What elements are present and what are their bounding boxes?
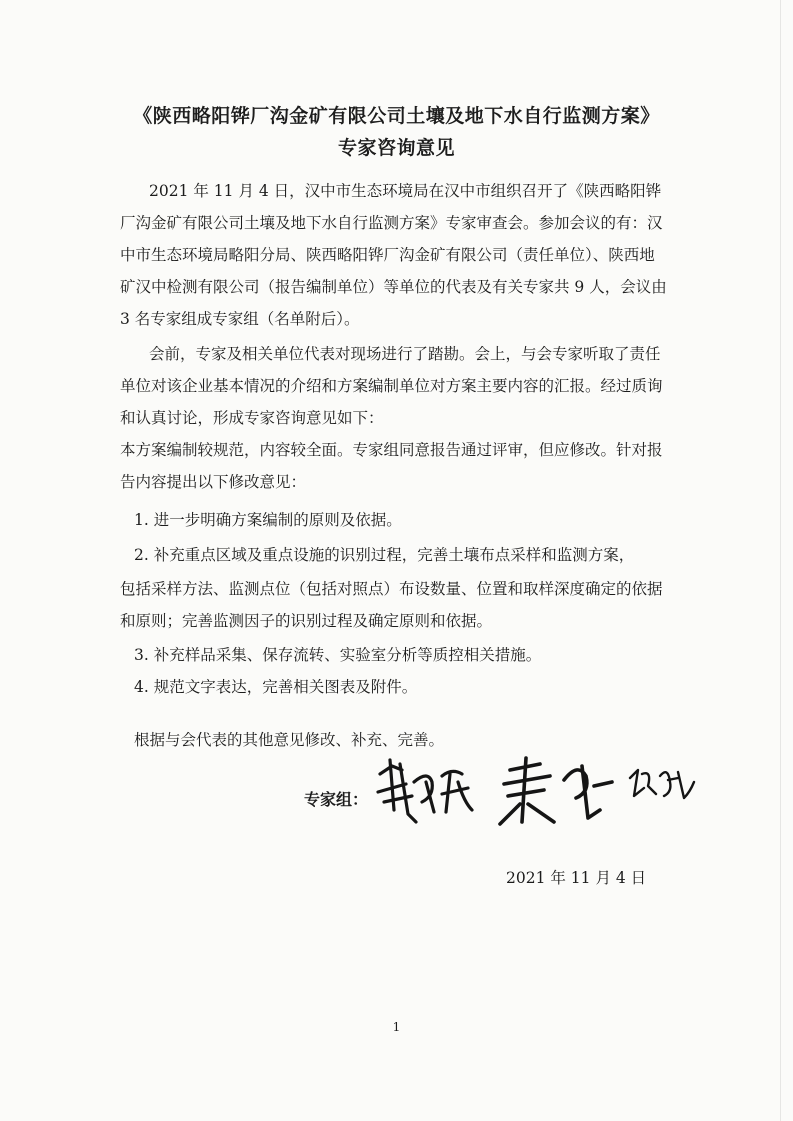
document-title: 《陕西略阳铧厂沟金矿有限公司土壤及地下水自行监测方案》 — [133, 105, 660, 127]
signature-3 — [630, 770, 694, 798]
body-line: 单位对该企业基本情况的介绍和方案编制单位对方案主要内容的汇报。经过质询 — [120, 377, 663, 395]
document-date: 2021 年 11 月 4 日 — [506, 869, 647, 887]
list-item: 1. 进一步明确方案编制的原则及依据。 — [134, 511, 402, 529]
body-line: 会前，专家及相关单位代表对现场进行了踏勘。会上，与会专家听取了责任 — [149, 345, 661, 363]
body-line: 告内容提出以下修改意见： — [120, 473, 307, 491]
body-line: 中市生态环境局略阳分局、陕西略阳铧厂沟金矿有限公司（责任单位）、陕西地 — [120, 246, 655, 264]
page-number: 1 — [392, 1020, 401, 1034]
document-subtitle: 专家咨询意见 — [337, 137, 455, 159]
body-line: 和认真讨论，形成专家咨询意见如下： — [120, 409, 384, 427]
list-item: 2. 补充重点区域及重点设施的识别过程，完善土壤布点采样和监测方案， — [134, 546, 635, 564]
body-line: 矿汉中检测有限公司（报告编制单位）等单位的代表及有关专家共 9 人，会议由 — [120, 278, 667, 296]
closing-remark: 根据与会代表的其他意见修改、补充、完善。 — [134, 731, 445, 749]
signature-2 — [500, 758, 612, 824]
list-item: 3. 补充样品采集、保存流转、实验室分析等质控相关措施。 — [134, 646, 542, 664]
list-item-continuation: 和原则；完善监测因子的识别过程及确定原则和依据。 — [120, 612, 493, 630]
body-line: 本方案编制较规范，内容较全面。专家组同意报告通过评审，但应修改。针对报 — [120, 441, 663, 459]
list-item: 4. 规范文字表达，完善相关图表及附件。 — [134, 678, 418, 696]
body-line: 2021 年 11 月 4 日，汉中市生态环境局在汉中市组织召开了《陕西略阳铧 — [149, 182, 662, 200]
handwritten-signatures — [372, 752, 702, 832]
signature-1 — [378, 760, 472, 822]
scan-edge — [780, 0, 781, 1121]
signature-label: 专家组： — [304, 790, 369, 809]
body-line: 3 名专家组成专家组（名单附后）。 — [120, 310, 360, 328]
list-item-continuation: 包括采样方法、监测点位（包括对照点）布设数量、位置和取样深度确定的依据 — [120, 580, 663, 598]
body-line: 厂沟金矿有限公司土壤及地下水自行监测方案》专家审查会。参加会议的有：汉 — [120, 214, 663, 232]
